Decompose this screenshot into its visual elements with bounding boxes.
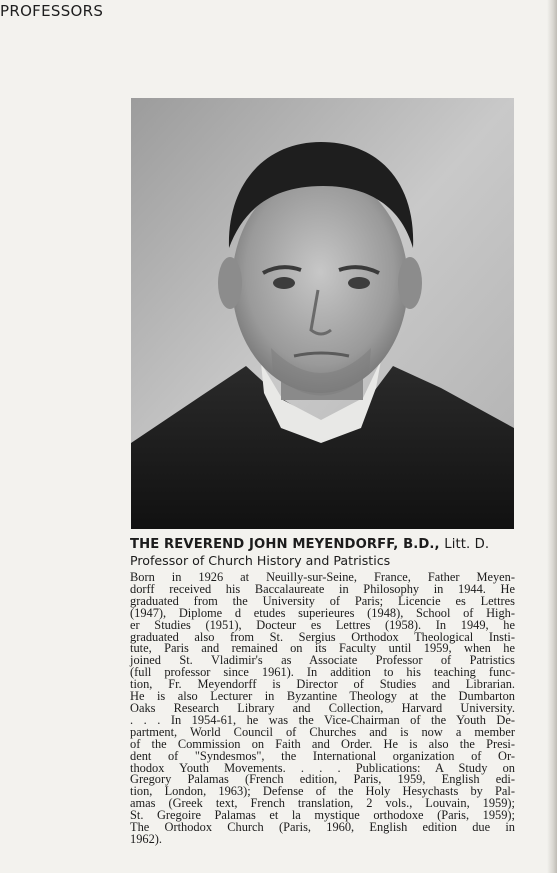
bio-line: graduated also from St. Sergius Orthodox Theological Insti- (130, 629, 515, 644)
bio-line: (1947), Diplome d etudes superieures (1948), School of High- (130, 605, 515, 620)
bio-line: (full professor since 1961). In addition to his teaching func- (130, 665, 515, 680)
bio-line: tute, Paris and remained on its Faculty until 1959, when he (130, 641, 515, 656)
portrait-photo (131, 98, 514, 529)
bio-line: Gregory Palamas (French edition, Paris, 1959, English edi- (130, 772, 515, 787)
degree-text: Litt. D. (444, 537, 490, 552)
bio-line: graduated from the University of Paris; Licencie es Lettres (130, 593, 515, 608)
bio-line: tion, Fr. Meyendorff is Director of Studies and Librarian. (130, 677, 515, 692)
page-edge (547, 0, 557, 873)
bio-line: dorff received his Baccalaureate in Philosophy in 1944. He (130, 581, 515, 596)
bio-line: St. Gregoire Palamas et la mystique orthodoxe (Paris, 1959); (130, 808, 515, 823)
caption (130, 537, 515, 846)
bio-line: joined St. Vladimir's as Associate Professor of Patristics (130, 653, 515, 668)
bio-line: dent of "Syndesmos", the International organization of Or- (130, 748, 515, 763)
bio-line: of the Commission on Faith and Order. He is also the Presi- (130, 736, 515, 751)
professor-name (130, 537, 515, 553)
bio-line: thodox Youth Movements. . . . Publications: A Study on (130, 760, 515, 775)
professor-title: Professor of Church History and Patristics (130, 553, 391, 568)
bio-line: 1962). (130, 831, 163, 846)
section-header: PROFESSORS (0, 2, 104, 20)
bio-line: The Orthodox Church (Paris, 1960, English edition due in (130, 820, 515, 835)
bio-line: amas (Greek text, French translation, 2 vols., Louvain, 1959); (130, 796, 515, 811)
bio-line: partment, World Council of Churches and is now a member (130, 724, 515, 739)
bio-line: He is also Lecturer in Byzantine Theology at the Dumbarton (130, 689, 515, 704)
bio-line: tion, London, 1963); Defense of the Holy Hesychasts by Pal- (130, 784, 515, 799)
bio-line: . . . In 1954-61, he was the Vice-Chairman of the Youth De- (130, 712, 515, 727)
name-text: THE REVEREND JOHN MEYENDORFF, B.D., (130, 537, 440, 552)
bio-line: Born in 1926 at Neuilly-sur-Seine, France, Father Meyen- (130, 570, 515, 584)
bio-line: Oaks Research Library and Collection, Harvard University. (130, 700, 515, 715)
bio-line: er Studies (1951), Docteur es Lettres (1958). In 1949, he (130, 617, 515, 632)
biography (130, 572, 515, 846)
